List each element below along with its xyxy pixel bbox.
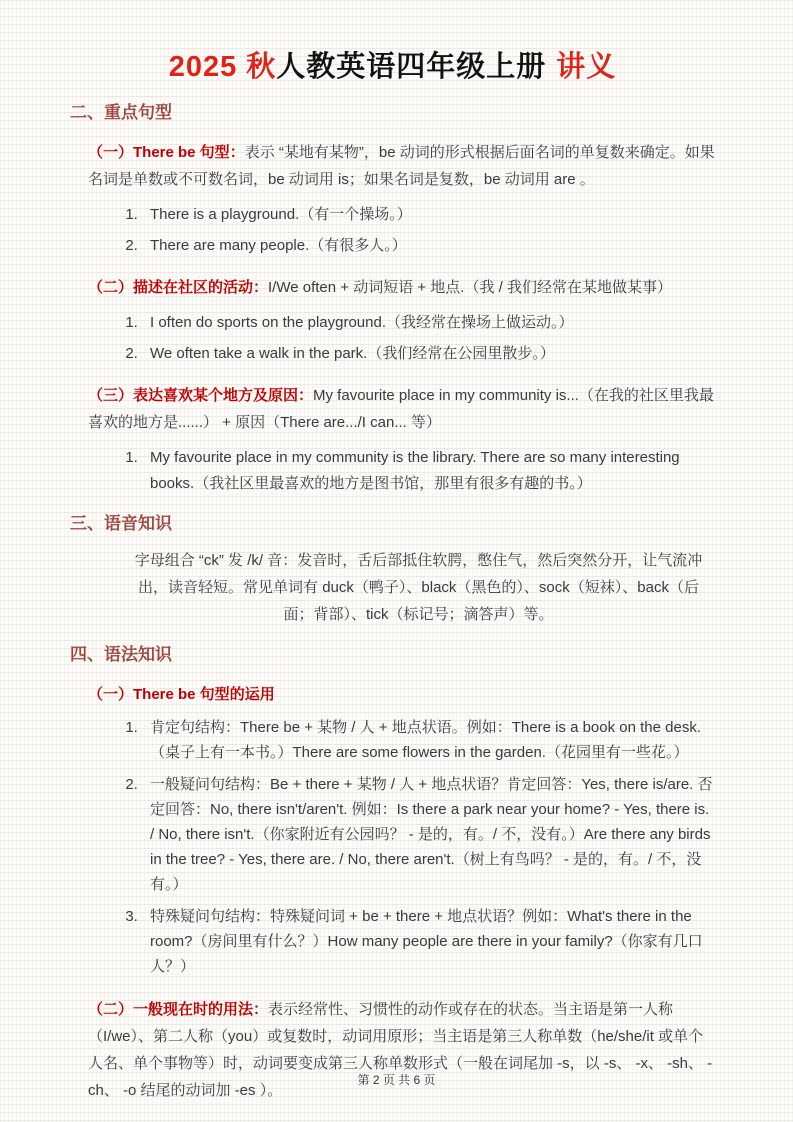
- key-sentences-sub2-label: （二）描述在社区的活动：: [88, 279, 269, 296]
- list-item: 2. We often take a walk in the park.（我们经常在公园里散步。）: [142, 341, 715, 367]
- section-heading-grammar: 四、语法知识: [70, 645, 172, 664]
- key-sentences-sub3-text: My favourite place in my community is...（在我的社区里我最喜欢的地方是......） + 原因（There are.../I can... 等）: [88, 387, 714, 431]
- key-sentences-sub2-list: [70, 310, 715, 367]
- grammar-sub2-text: 表示经常性、习惯性的动作或存在的状态。当主语是第一人称（I/we）、第二人称（you）或复数时，动词用原形；当主语是第三人称单数（he/she/it 或单个人名、单个事物等）时，动词要变成第三人称单数形式（一般在词尾加 -s，以 -s、 -x、 -sh、 -ch、 -o 结尾的动词加 -es ）。: [88, 1001, 713, 1099]
- key-sentences-sub3-list: [70, 445, 715, 497]
- grammar-sub2-label: （二）一般现在时的用法：: [88, 1001, 269, 1018]
- list-item: 1. There is a playground.（有一个操场。）: [142, 202, 715, 228]
- list-item: 1. 肯定句结构：There be + 某物 / 人 + 地点状语。例如：There is a book on the desk.（桌子上有一本书。）There are some flowers in the garden.（花园里有一些花。）: [142, 715, 715, 765]
- doc-title: [70, 48, 715, 86]
- list-item: 1. I often do sports on the playground.（我经常在操场上做运动。）: [142, 310, 715, 336]
- key-sentences-sub3-label: （三）表达喜欢某个地方及原因：: [88, 387, 314, 404]
- grammar-sub1-heading: （一）There be 句型的运用: [88, 686, 275, 703]
- doc-title-course: 人教英语四年级上册: [276, 51, 547, 83]
- section-heading-phonics: 三、语音知识: [70, 514, 172, 533]
- key-sentences-sub2-text: I/We often + 动词短语 + 地点.（我 / 我们经常在某地做某事）: [268, 279, 672, 296]
- phonics-rule-text: 发音时，舌后部抵住软腭，憋住气，然后突然分开，让气流冲出，读音轻短。常见单词有 duck（鸭子）、black（黑色的）、sock（短袜）、back（后面；背部）、tick（标记号；滴答声）等。: [138, 552, 703, 623]
- key-sentences-sub1-label: （一）There be 句型：: [88, 144, 245, 161]
- key-sentences-sub2: [88, 274, 715, 301]
- key-sentences-sub1: [88, 139, 715, 193]
- page-number: 第 2 页 共 6 页: [357, 1073, 436, 1087]
- section-heading-key-sentences: 二、重点句型: [70, 103, 172, 122]
- list-item: 2. There are many people.（有很多人。）: [142, 233, 715, 259]
- key-sentences-sub1-text: 表示 “某地有某物”，be 动词的形式根据后面名词的单复数来确定。如果名词是单数或不可数名词，be 动词用 is；如果名词是复数，be 动词用 are 。: [88, 144, 715, 188]
- phonics-rule-label: 字母组合 “ck” 发 /k/ 音：: [134, 552, 298, 569]
- grammar-sub1-list: [70, 715, 715, 979]
- key-sentences-sub1-list: [70, 202, 715, 259]
- key-sentences-sub3: [88, 382, 715, 436]
- doc-title-year: 2025 秋: [168, 51, 277, 83]
- phonics-paragraph: [126, 547, 711, 628]
- doc-title-suffix: 讲义: [556, 51, 617, 83]
- list-item: 3. 特殊疑问句结构：特殊疑问词 + be + there + 地点状语？例如：What's there in the room?（房间里有什么？）How many people are there in your family?（你家有几口人？）: [142, 904, 715, 979]
- list-item: 1. My favourite place in my community is the library. There are so many interesting books.（我社区里最喜欢的地方是图书馆，那里有很多有趣的书。）: [142, 445, 715, 497]
- list-item: 2. 一般疑问句结构：Be + there + 某物 / 人 + 地点状语？肯定回答：Yes, there is/are. 否定回答：No, there isn't/aren't. 例如：Is there a park near your home? - Yes, there is. / No, there isn't.（你家附近有公园吗？ - 是的，有。/ 不，没有。）Are there any birds in the tree? - Yes, there are. / No, there aren't.（树上有鸟吗？ - 是的，有。/ 不，没有。）: [142, 772, 715, 897]
